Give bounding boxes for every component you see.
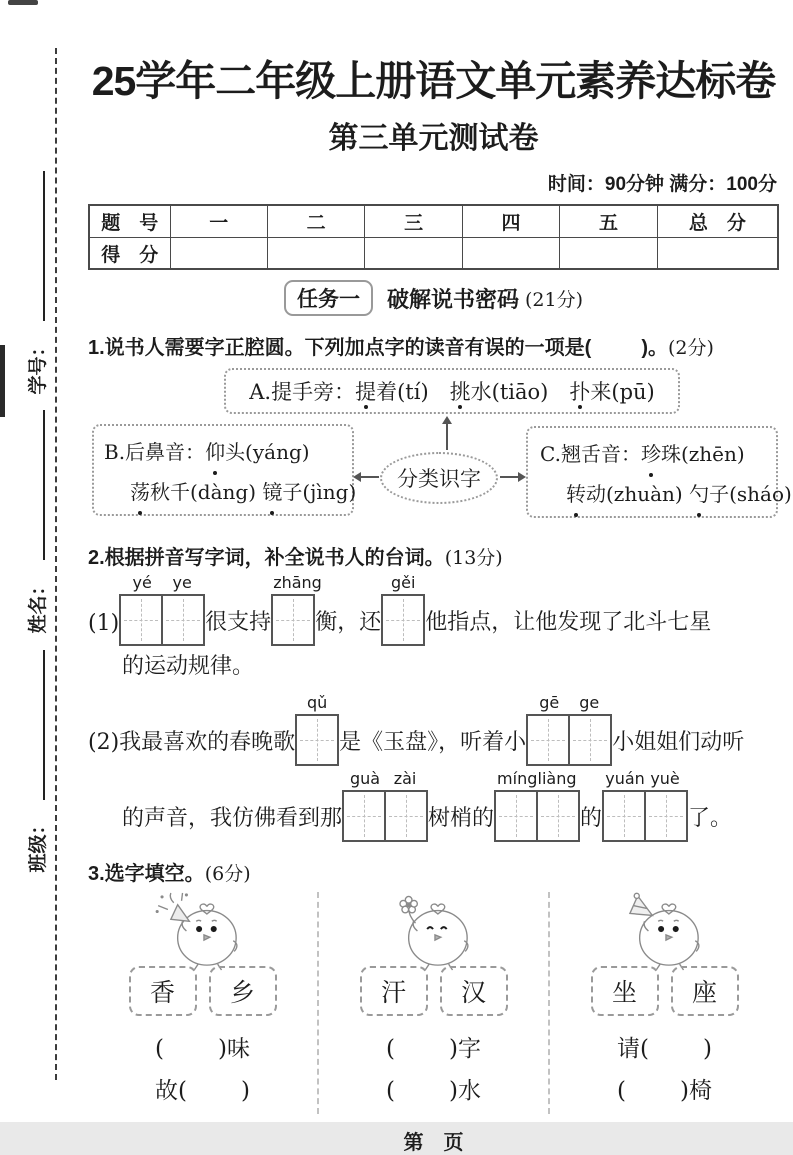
option-a-box	[224, 368, 680, 414]
chick-illustration	[378, 892, 490, 975]
pinyin-label-row	[297, 693, 337, 714]
paper-subtitle: 第三单元测试卷	[328, 122, 539, 155]
option-text: 子(jìng)	[282, 480, 357, 504]
pinyin-write-box	[526, 693, 612, 766]
arrow-right-icon	[500, 476, 524, 478]
q2-text: 2.根据拼音写字词，补全说书人的台词。	[88, 547, 445, 569]
q2-sentence-text: 他指点，让他发现了北斗七星	[425, 610, 712, 635]
q2-line	[88, 769, 779, 842]
scan-artifact	[0, 345, 5, 417]
student-info-label: 姓名：	[26, 576, 49, 634]
score-table-header-cell: 五	[559, 206, 656, 237]
write-cell	[121, 596, 161, 644]
char-choice-row	[360, 966, 508, 1016]
pinyin-write-box	[119, 573, 205, 646]
blank-text: 故(	[155, 1078, 187, 1104]
pinyin-label: gěi	[390, 573, 416, 592]
score-table-header-row	[90, 206, 777, 237]
q2-sentence-text: (2)我最喜欢的春晚歌	[88, 730, 296, 755]
option-text: 着(tí)	[376, 380, 450, 404]
score-table-header-cell: 一	[170, 206, 267, 237]
write-cell	[384, 792, 426, 840]
q2-sentence-text: 的声音，我仿佛看到那	[122, 806, 343, 831]
write-cell	[604, 792, 644, 840]
pinyin-write-box	[494, 769, 580, 842]
write-box	[526, 714, 612, 766]
option-b-box	[92, 424, 357, 516]
score-row-label: 得 分	[90, 237, 170, 268]
q1-text: 1.说书人需要字正腔圆。下列加点字的读音有误的一项是(	[88, 337, 592, 359]
q3-text: 3.选字填空。	[88, 863, 205, 885]
option-text: 秋千(dàng)	[150, 480, 263, 504]
classification-diagram	[88, 368, 792, 526]
option-text: 来(pū)	[590, 380, 655, 404]
center-ellipse: 分类识字	[380, 452, 498, 504]
pinyin-label: liàng	[537, 769, 577, 788]
option-text: 子(sháo)	[709, 482, 792, 506]
pinyin-label: ge	[579, 693, 600, 712]
option-line	[104, 472, 357, 512]
q2-sentence-text: 了。	[688, 806, 733, 831]
question-3-title	[88, 857, 779, 886]
pinyin-write-box	[381, 573, 425, 646]
write-box	[271, 594, 315, 646]
q1-points: (2分)	[668, 337, 714, 359]
pinyin-label-row	[529, 693, 609, 714]
char-choice-box: 香	[129, 966, 197, 1016]
write-cell	[536, 792, 578, 840]
write-cell	[528, 716, 568, 764]
question-3-body	[88, 892, 779, 1114]
option-line	[540, 434, 776, 474]
student-info-line	[27, 411, 45, 561]
score-table-header-cell: 题 号	[101, 213, 159, 234]
pinyin-label-row	[122, 573, 202, 594]
scan-artifact	[8, 0, 38, 5]
page-footer: 第 页	[403, 1132, 464, 1154]
score-table-header-cell: 三	[364, 206, 461, 237]
pinyin-label: guà	[349, 769, 381, 788]
dotted-character: 荡	[130, 472, 150, 512]
task-banner	[88, 280, 779, 316]
pinyin-label-row	[605, 769, 685, 790]
write-box	[494, 790, 580, 842]
student-info-strip	[16, 147, 56, 897]
score-table-header-cell: 总 分	[657, 206, 777, 237]
pinyin-label: ye	[172, 573, 192, 592]
q2-sentence-text: 很支持	[205, 610, 272, 635]
dotted-character: 珍	[641, 434, 661, 474]
question-1-title	[88, 331, 779, 360]
fill-blank	[617, 1028, 712, 1070]
blank-text: (	[386, 1078, 395, 1104]
char-choice-box: 座	[671, 966, 739, 1016]
blank-text: )	[241, 1078, 250, 1104]
pinyin-write-box	[342, 769, 428, 842]
write-box	[119, 594, 205, 646]
score-cell	[559, 237, 656, 268]
paper-title: 25学年二年级上册语文单元素养达标卷	[91, 58, 776, 104]
blank-text: )椅	[680, 1078, 712, 1104]
fill-blank	[386, 1028, 481, 1070]
dotted-character: 提	[355, 376, 376, 406]
dotted-character: 转	[566, 474, 586, 514]
score-table-header-cell: 四	[462, 206, 559, 237]
fill-blank	[155, 1070, 250, 1112]
blank-text: (	[155, 1036, 164, 1062]
pinyin-label: yuán	[605, 769, 645, 788]
char-choice-box: 汗	[360, 966, 428, 1016]
dotted-character: 仰	[205, 432, 225, 472]
dotted-character: 镜	[262, 472, 282, 512]
choice-column	[548, 892, 779, 1114]
score-cell	[267, 237, 364, 268]
student-info-line	[27, 171, 45, 321]
arrow-left-icon	[355, 476, 379, 478]
time-score-info: 时间：90分钟 满分：100分	[547, 174, 777, 195]
write-box	[381, 594, 425, 646]
write-cell	[297, 716, 337, 764]
q2-line	[88, 649, 779, 690]
score-cell	[364, 237, 461, 268]
pinyin-write-box	[295, 693, 339, 766]
score-cell	[462, 237, 559, 268]
fill-blanks	[155, 1028, 250, 1112]
char-choice-box: 乡	[209, 966, 277, 1016]
task-title: 破解说书密码	[386, 286, 519, 312]
pinyin-label: míng	[497, 769, 538, 788]
choice-column	[317, 892, 548, 1114]
blank-text: (	[617, 1078, 626, 1104]
q2-points: (13分)	[444, 547, 503, 569]
option-text: A.提手旁：	[249, 380, 356, 404]
blank-text: )水	[449, 1078, 481, 1104]
option-line	[249, 376, 654, 406]
score-table-header-cell: 二	[267, 206, 364, 237]
write-cell	[644, 792, 686, 840]
blank-text: 请(	[617, 1036, 649, 1062]
dotted-character: 扑	[569, 376, 590, 406]
fill-blank	[386, 1070, 481, 1112]
write-box	[342, 790, 428, 842]
char-choice-row	[591, 966, 739, 1016]
score-table	[88, 204, 779, 270]
q2-sentence-text: (1)	[88, 611, 120, 636]
pinyin-label: zài	[393, 769, 417, 788]
pinyin-label-row	[383, 573, 423, 594]
q2-line	[88, 573, 779, 646]
write-cell	[344, 792, 384, 840]
write-cell	[273, 596, 313, 644]
pinyin-label-row	[273, 573, 322, 594]
option-text: 头(yáng)	[225, 440, 310, 464]
option-text: 珠(zhēn)	[660, 442, 745, 466]
option-line	[540, 474, 792, 514]
q2-sentence-text: 小姐姐们动听	[612, 730, 745, 755]
pinyin-label-row	[345, 769, 425, 790]
choice-column	[88, 892, 317, 1114]
write-box	[602, 790, 688, 842]
option-text: B.后鼻音：	[104, 440, 206, 464]
score-cell	[657, 237, 777, 268]
pinyin-label: gē	[539, 693, 560, 712]
q2-sentence-text: 树梢的	[428, 806, 495, 831]
write-cell	[161, 596, 203, 644]
pinyin-label: yuè	[650, 769, 680, 788]
q1-text-end: )。	[641, 337, 669, 359]
pinyin-label: yé	[132, 573, 152, 592]
pinyin-write-box	[271, 573, 322, 646]
blank-text: )	[703, 1036, 712, 1062]
blank-text: )味	[218, 1036, 250, 1062]
write-box	[295, 714, 339, 766]
fill-blank	[155, 1028, 250, 1070]
char-choice-box: 汉	[440, 966, 508, 1016]
q2-sentence-text: 是《玉盘》，听着小	[339, 730, 527, 755]
char-choice-row	[129, 966, 277, 1016]
dotted-character: 挑	[450, 376, 471, 406]
dotted-character: 勺	[689, 474, 709, 514]
student-info-line	[27, 650, 45, 800]
q3-points: (6分)	[204, 863, 251, 885]
chick-illustration	[147, 892, 259, 975]
char-choice-box: 坐	[591, 966, 659, 1016]
option-text: 水(tiāo)	[470, 380, 570, 404]
pinyin-label: qǔ	[307, 693, 328, 712]
arrow-up-icon	[446, 418, 448, 450]
score-cell	[170, 237, 267, 268]
task-badge: 任务一	[284, 280, 373, 316]
fill-blanks	[617, 1028, 712, 1112]
write-cell	[383, 596, 423, 644]
q2-sentence-text: 的	[580, 806, 603, 831]
write-cell	[496, 792, 536, 840]
task-points: (21分)	[525, 288, 584, 311]
option-text: 动(zhuàn)	[586, 482, 690, 506]
chick-illustration	[609, 892, 721, 975]
pinyin-label: zhāng	[273, 573, 322, 592]
q2-line	[88, 693, 779, 766]
blank-text: (	[386, 1036, 395, 1062]
option-c-box	[526, 426, 792, 518]
question-2-body	[88, 573, 779, 842]
q2-sentence-text: 衡，还	[315, 610, 382, 635]
blank-text: )字	[449, 1036, 481, 1062]
q2-sentence-text: 的运动规律。	[122, 654, 255, 679]
option-line	[104, 432, 352, 472]
question-2-title	[88, 541, 779, 570]
fill-blanks	[386, 1028, 481, 1112]
score-table-score-row	[90, 237, 777, 268]
student-info-label: 班级：	[26, 815, 49, 873]
option-text: C.翘舌音：	[540, 442, 641, 466]
pinyin-write-box	[602, 769, 688, 842]
fill-blank	[617, 1070, 712, 1112]
student-info-label: 学号：	[26, 337, 49, 395]
pinyin-label-row	[497, 769, 577, 790]
write-cell	[568, 716, 610, 764]
